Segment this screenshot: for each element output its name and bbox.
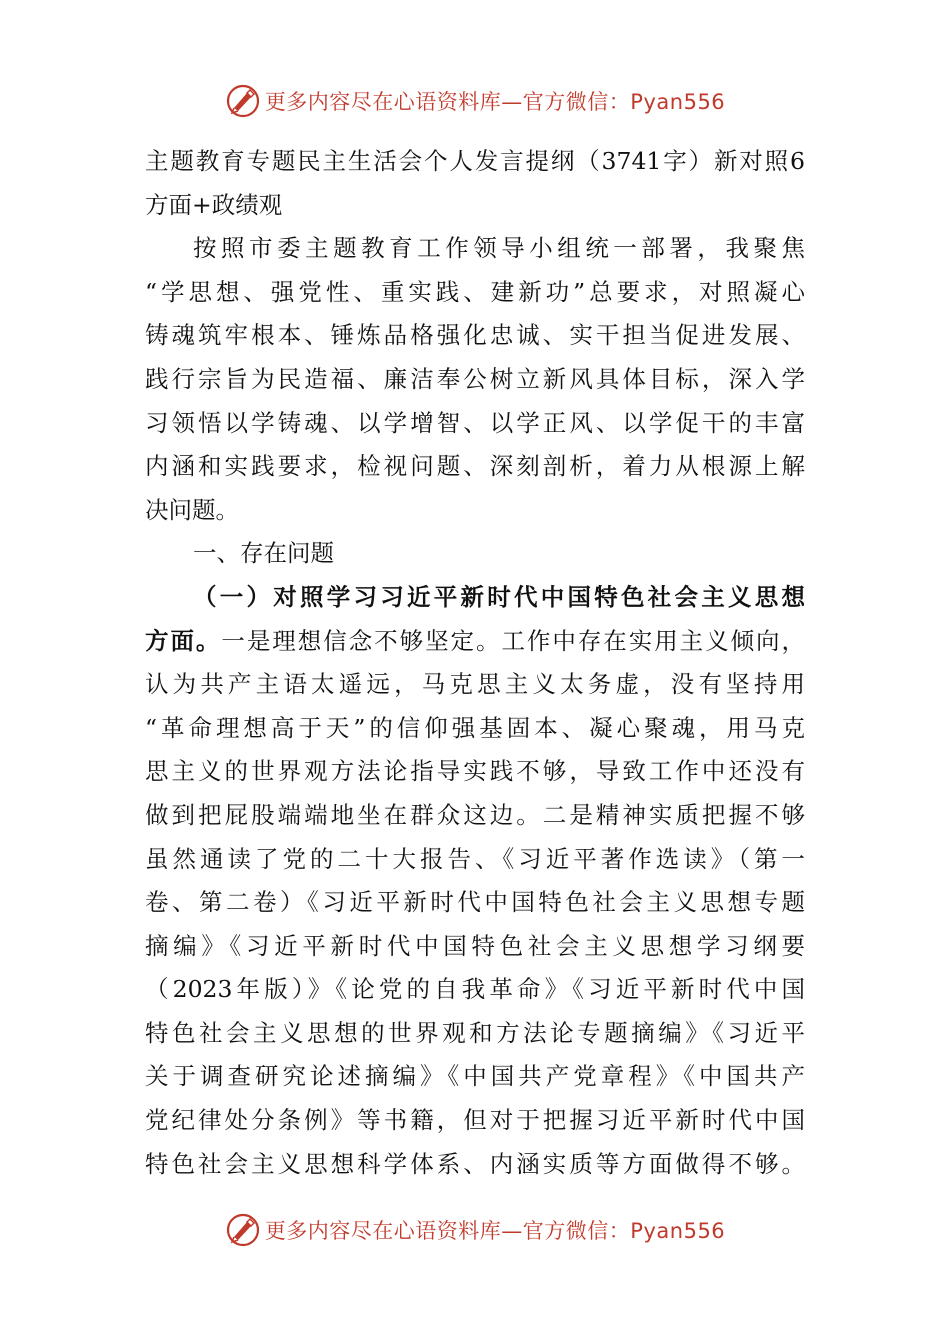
body-text: 一是理想信念不够坚定。工作中存在实用主义倾向， [221,626,805,655]
subsection-heading: （一）对照学习习近平新时代中国特色社会主义思想 [193,582,805,611]
body-line: 党纪律处分条例》等书籍，但对于把握习近平新时代中国 [145,1106,805,1135]
doc-title-line-1: 主题教育专题民主生活会个人发言提纲（3741字）新对照6 [145,147,805,175]
intro-line: 习领悟以学铸魂、以学增智、以学正风、以学促干的丰富 [145,408,805,437]
section-heading: 一、存在问题 [193,539,334,568]
intro-line: 践行宗旨为民造福、廉洁奉公树立新风具体目标，深入学 [145,364,805,393]
intro-line: 决问题。 [145,495,239,524]
body-line: 虽然通读了党的二十大报告、《习近平著作选读》（第一 [145,844,805,873]
intro-line: 铸魂筑牢根本、锤炼品格强化忠诚、实干担当促进发展、 [145,321,805,350]
body-line: 做到把屁股端端地坐在群众这边。二是精神实质把握不够 [145,800,805,829]
body-line: “革命理想高于天”的信仰强基固本、凝心聚魂，用马克 [145,713,805,742]
intro-line: 内涵和实践要求，检视问题、深刻剖析，着力从根源上解 [145,452,805,481]
body-line: （2023年版）》《论党的自我革命》《习近平新时代中国 [145,975,805,1004]
body-line: 关于调查研究论述摘编》《中国共产党章程》《中国共产 [145,1062,805,1091]
pen-logo-icon [225,1212,261,1248]
subsection-heading-end: 方面。 [145,626,222,655]
body-line: 特色社会主义思想的世界观和方法论专题摘编》《习近平 [145,1018,805,1047]
body-line: 思主义的世界观方法论指导实践不够，导致工作中还没有 [145,757,805,786]
pen-logo-icon [225,83,261,119]
document-body [145,140,805,1186]
body-line: 摘编》《习近平新时代中国特色社会主义思想学习纲要 [145,931,805,960]
watermark-text: 更多内容尽在心语资料库—官方微信：Pyan556 [264,90,726,114]
watermark-text: 更多内容尽在心语资料库—官方微信：Pyan556 [264,1219,726,1243]
footer-watermark [0,1208,950,1252]
subsection-heading-continuation [145,620,805,664]
intro-line: 按照市委主题教育工作领导小组统一部署，我聚焦 [193,234,805,263]
body-line: 认为共产主语太遥远，马克思主义太务虚，没有坚持用 [145,670,805,699]
body-line: 卷、第二卷）《习近平新时代中国特色社会主义思想专题 [145,888,805,917]
doc-title-line-2: 方面+政绩观 [145,190,283,219]
intro-line: “学思想、强党性、重实践、建新功”总要求，对照凝心 [145,277,805,306]
header-watermark [0,79,950,123]
body-line: 特色社会主义思想科学体系、内涵实质等方面做得不够。 [145,1149,805,1178]
